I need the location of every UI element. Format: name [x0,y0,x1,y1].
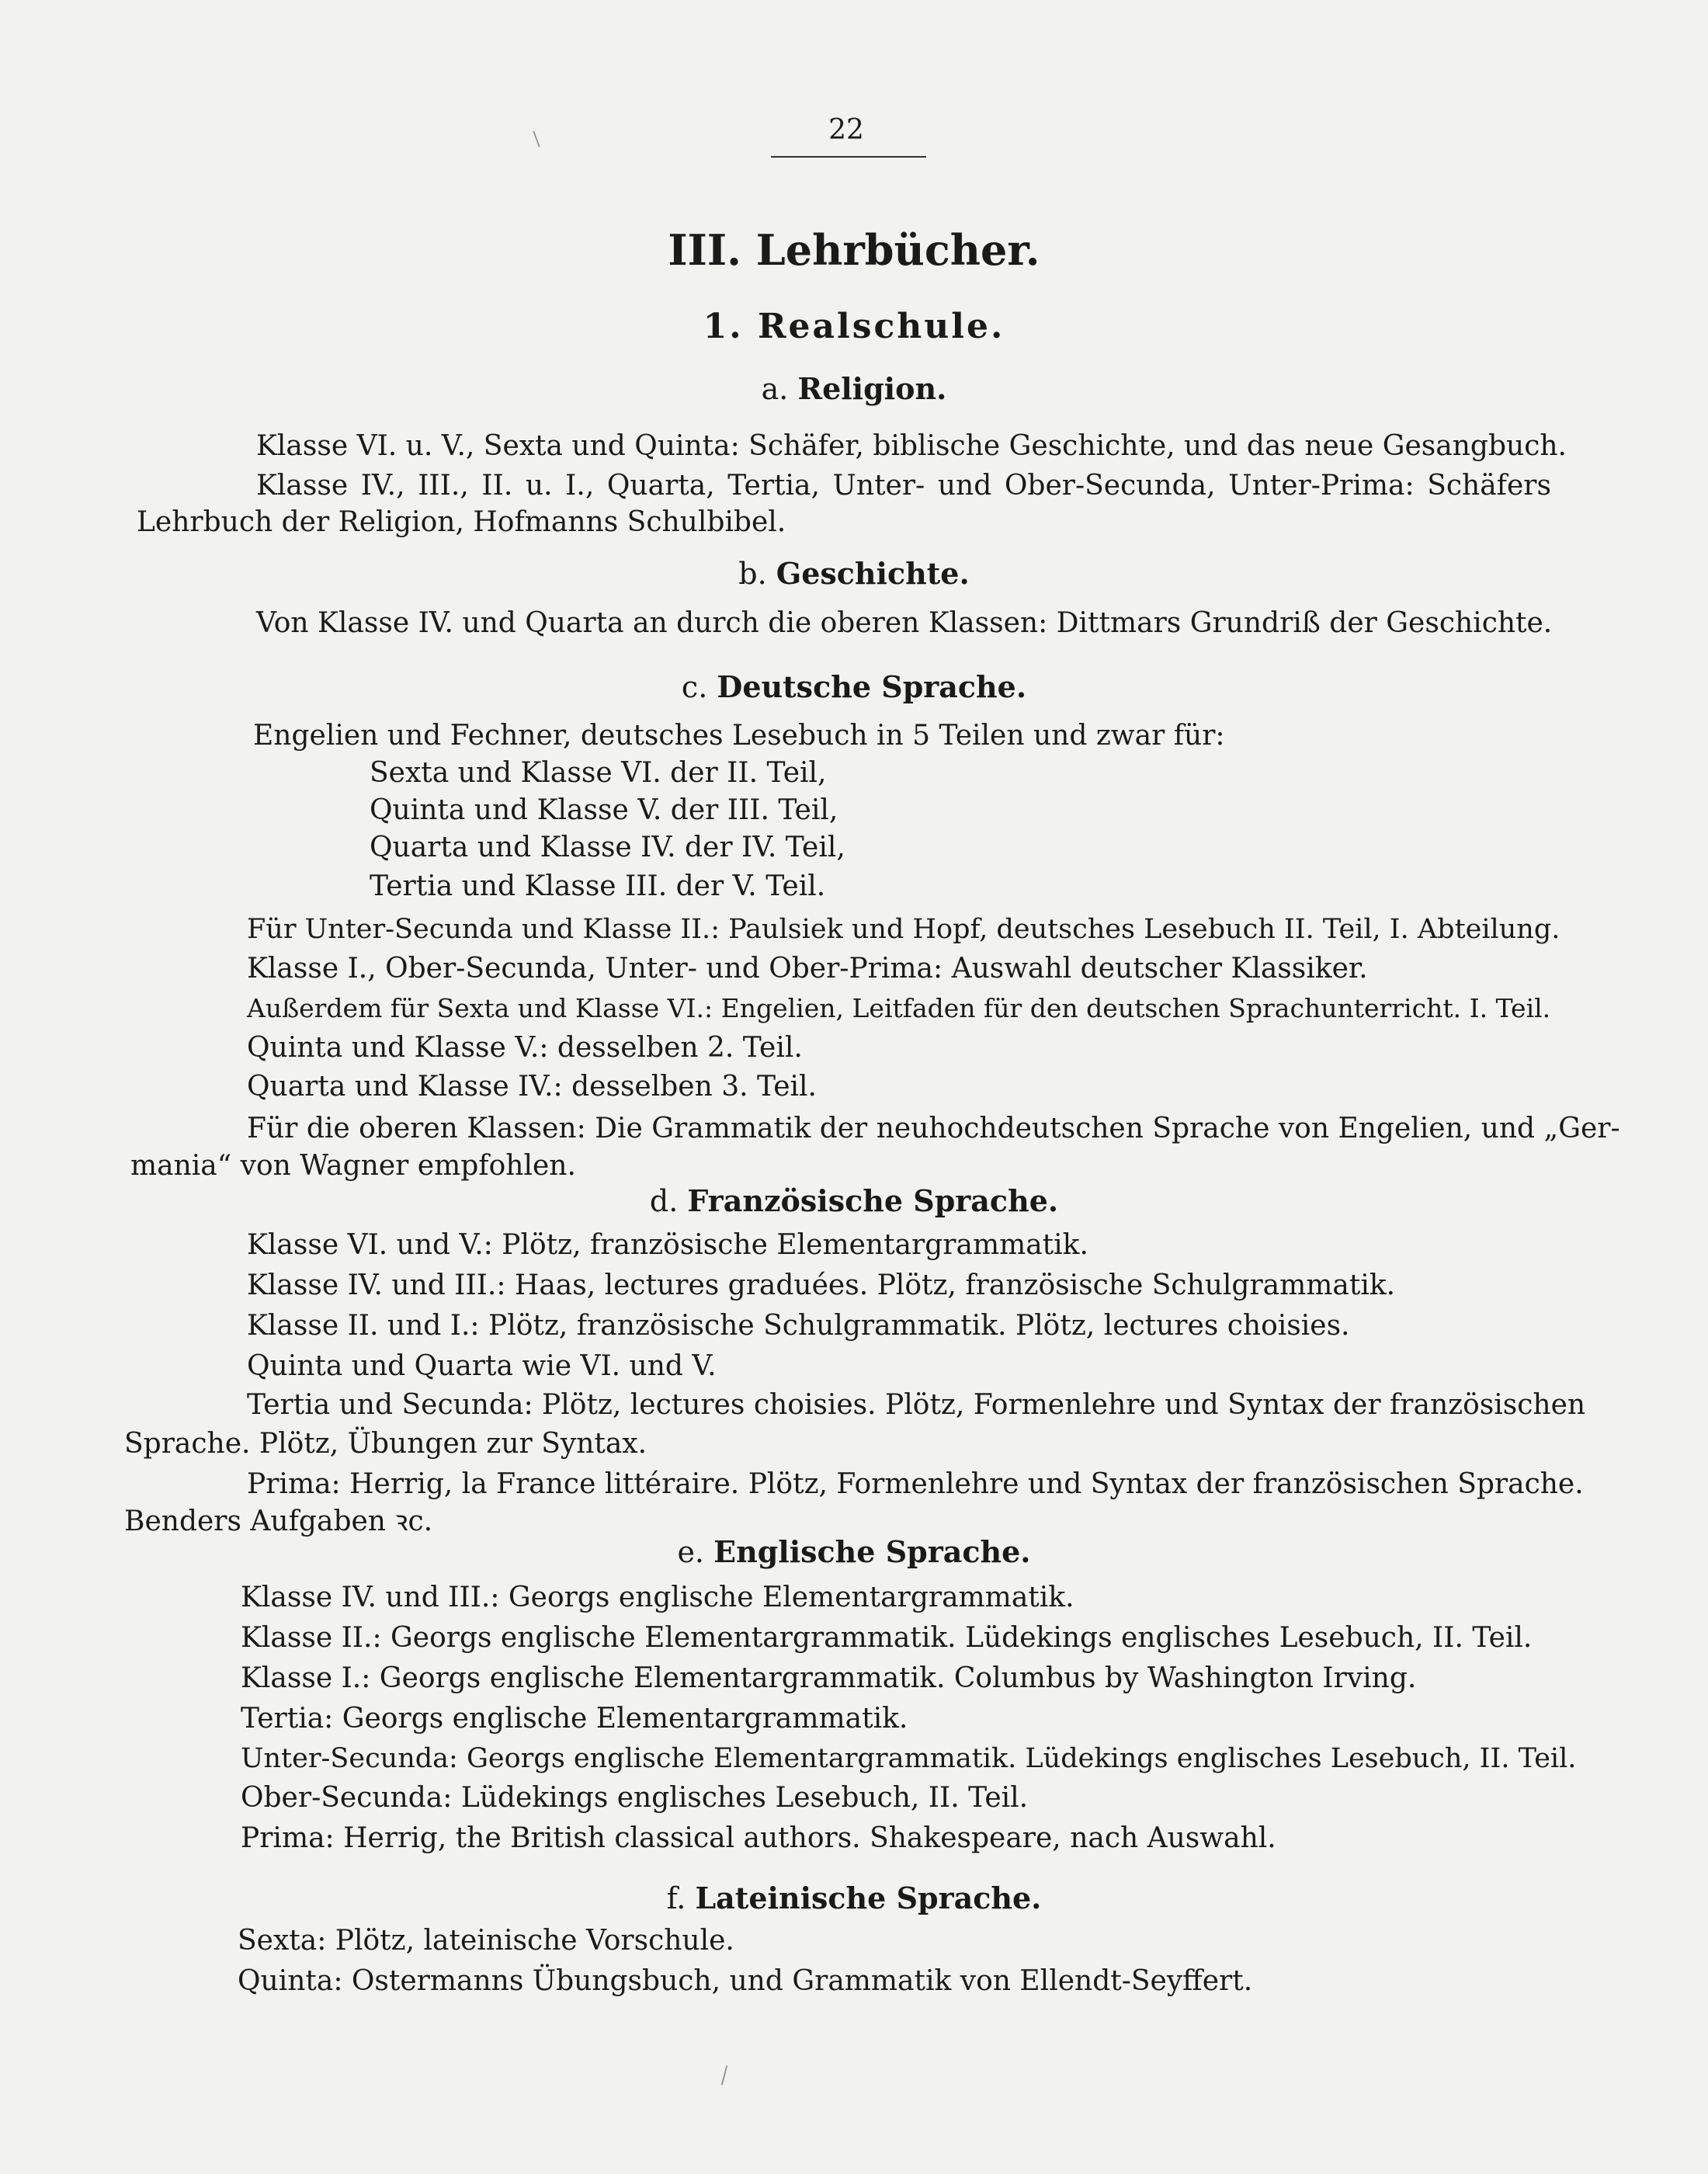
section-heading-deutsch [0,669,1708,704]
text-line: Unter-Secunda: Georgs englische Elementargrammatik. Lüdekings englisches Lesebuch, II. Teil. [241,1743,1577,1774]
section-title: Lateinische Sprache. [695,1881,1042,1915]
section-title: Deutsche Sprache. [717,669,1027,704]
text-line: Außerdem für Sexta und Klasse VI.: Engelien, Leitfaden für den deutschen Sprachunterricht. I. Teil. [247,993,1551,1023]
section-label: b. [738,557,767,591]
text-line: Klasse IV. und III.: Haas, lectures graduées. Plötz, französische Schulgrammatik. [247,1269,1396,1301]
text-line: Sexta und Klasse VI. der II. Teil, [370,757,827,789]
text-line: Tertia und Secunda: Plötz, lectures choisies. Plötz, Formenlehre und Syntax der französischen [247,1389,1586,1421]
text-line: Für Unter-Secunda und Klasse II.: Paulsiek und Hopf, deutsches Lesebuch II. Teil, I. Abteilung. [247,914,1560,945]
text-line: Lehrbuch der Religion, Hofmanns Schulbibel. [137,506,786,538]
text-line: Quinta und Klasse V.: desselben 2. Teil. [247,1032,803,1064]
text-line: Ober-Secunda: Lüdekings englisches Lesebuch, II. Teil. [241,1782,1029,1814]
text-line: Quinta und Quarta wie VI. und V. [247,1350,717,1382]
scan-speck [721,2065,728,2085]
text-line: Klasse I.: Georgs englische Elementargrammatik. Columbus by Washington Irving. [241,1662,1417,1694]
text-line: Quarta und Klasse IV.: desselben 3. Teil. [247,1071,817,1103]
text-line: Sprache. Plötz, Übungen zur Syntax. [124,1428,647,1460]
text-line: Klasse II. und I.: Plötz, französische Schulgrammatik. Plötz, lectures choisies. [247,1310,1350,1342]
text-line: Für die oberen Klassen: Die Grammatik der neuhochdeutschen Sprache von Engelien, und „Ger- [247,1113,1620,1144]
section-label: e. [677,1535,705,1569]
section-title: Geschichte. [776,556,970,591]
section-heading-religion [0,371,1708,406]
text-line: Klasse VI. und V.: Plötz, französische Elementargrammatik. [247,1229,1088,1261]
section-heading-latein [0,1881,1708,1915]
section-title: Religion. [797,371,947,406]
section-heading-geschichte [0,556,1708,591]
school-heading: 1. Realschule. [703,307,1005,346]
section-label: a. [761,372,789,406]
section-label: c. [681,670,708,704]
text-line: Tertia: Georgs englische Elementargrammatik. [241,1703,908,1735]
scan-speck [533,130,540,147]
section-label: d. [649,1184,679,1218]
chapter-number: III. [668,225,741,275]
text-line: Prima: Herrig, the British classical authors. Shakespeare, nach Auswahl. [241,1822,1276,1854]
page-number: 22 [828,114,864,146]
text-line: Klasse IV., III., II. u. I., Quarta, Tertia, Unter- und Ober-Secunda, Unter-Prima: Schäfers [256,470,1551,502]
text-line: Sexta: Plötz, lateinische Vorschule. [238,1925,734,1957]
chapter-title: Lehrbücher. [755,225,1040,275]
section-title: Englische Sprache. [713,1534,1031,1569]
chapter-heading [0,225,1708,275]
section-heading-englisch [0,1534,1708,1569]
section-title: Französische Sprache. [687,1183,1059,1218]
page-number-rule [771,156,926,158]
text-line: Tertia und Klasse III. der V. Teil. [370,870,826,902]
section-heading-franzoesisch [0,1183,1708,1218]
text-line: Engelien und Fechner, deutsches Lesebuch in 5 Teilen und zwar für: [253,720,1225,752]
text-line: Quinta und Klasse V. der III. Teil, [370,794,838,826]
section-label: f. [666,1881,686,1915]
text-line: Von Klasse IV. und Quarta an durch die oberen Klassen: Dittmars Grundriß der Geschichte. [256,607,1553,639]
text-line: Quarta und Klasse IV. der IV. Teil, [370,832,845,863]
text-line: mania“ von Wagner empfohlen. [130,1150,576,1182]
text-line: Quinta: Ostermanns Übungsbuch, und Grammatik von Ellendt-Seyffert. [238,1965,1253,1997]
text-line: Klasse VI. u. V., Sexta und Quinta: Schäfer, biblische Geschichte, und das neue Gesangbuch. [256,430,1567,462]
text-line: Klasse II.: Georgs englische Elementargrammatik. Lüdekings englisches Lesebuch, II. Teil. [241,1622,1533,1654]
text-line: Prima: Herrig, la France littéraire. Plötz, Formenlehre und Syntax der französischen Sprache. [247,1468,1584,1500]
text-line: Klasse I., Ober-Secunda, Unter- und Ober-Prima: Auswahl deutscher Klassiker. [247,953,1368,985]
text-line: Klasse IV. und III.: Georgs englische Elementargrammatik. [241,1582,1074,1613]
text-line: Benders Aufgaben ꝛc. [124,1505,433,1537]
